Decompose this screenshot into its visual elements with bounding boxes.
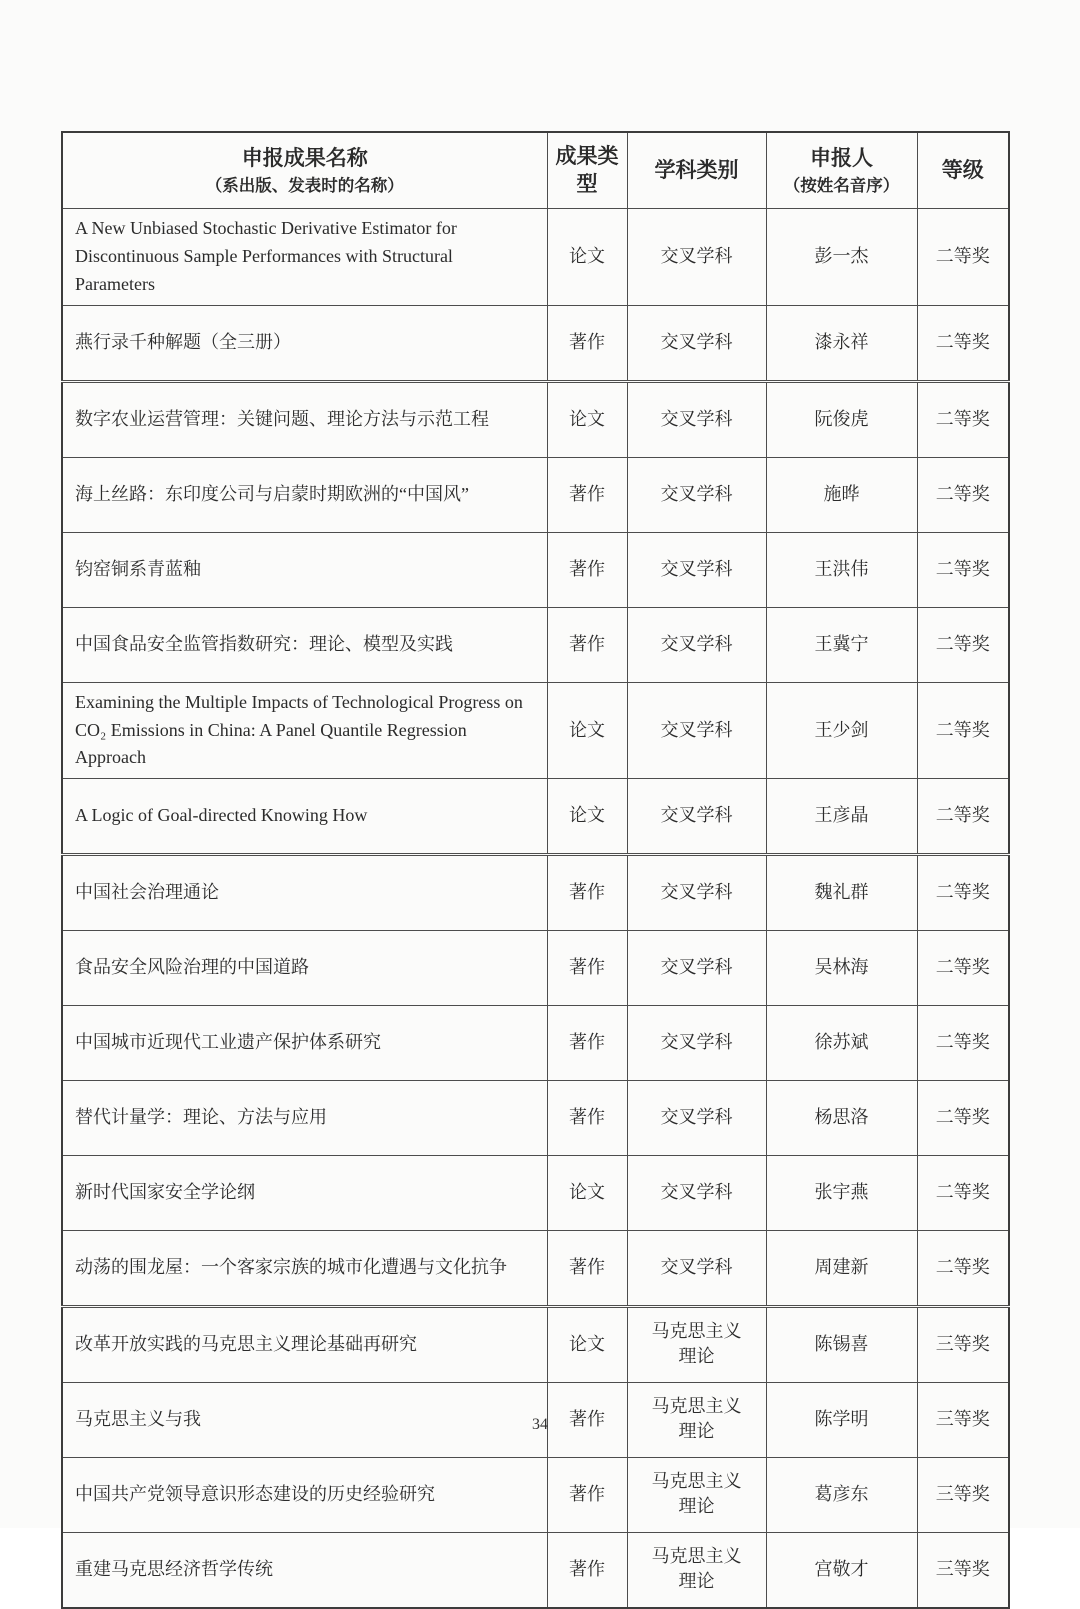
result-type-cell: [547, 1458, 627, 1533]
table-row: [62, 931, 1009, 1006]
grade-cell: [917, 381, 1009, 457]
grade-cell-text: 二等奖: [935, 483, 990, 504]
subject-category-cell: [627, 1307, 766, 1383]
grade-cell-text: 二等奖: [935, 331, 990, 352]
applicant-cell-text: 王少剑: [814, 719, 869, 740]
result-name-cell-text: 中国社会治理通论: [75, 882, 219, 903]
result-name-cell-text: 重建马克思经济哲学传统: [75, 1559, 273, 1580]
applicant-cell-text: 吴林海: [814, 957, 869, 978]
result-name-cell: [62, 1231, 547, 1307]
grade-cell: [917, 855, 1009, 931]
grade-cell-text: 二等奖: [935, 558, 990, 579]
subject-category-cell-text: 交叉学科: [660, 805, 733, 826]
result-name-cell-text: 钧窑铜系青蓝釉: [75, 558, 201, 579]
subject-category-cell: [627, 1081, 766, 1156]
subject-category-cell-text: 交叉学科: [660, 1032, 733, 1053]
result-type-cell-text: 著作: [569, 882, 605, 903]
result-type-cell-text: 著作: [569, 633, 605, 654]
result-name-cell: [62, 1533, 547, 1609]
subject-category-cell: [627, 1458, 766, 1533]
applicant-cell: [766, 1307, 917, 1383]
result-name-cell-text: 食品安全风险治理的中国道路: [75, 957, 309, 978]
result-name-cell: [62, 931, 547, 1006]
applicant-cell: [766, 1458, 917, 1533]
subject-category-cell-text: 交叉学科: [660, 245, 733, 266]
subject-category-cell-text: 交叉学科: [660, 483, 733, 504]
page-number: 34: [532, 1416, 548, 1433]
result-type-cell-text: 著作: [569, 558, 605, 579]
grade-cell-text: 二等奖: [935, 633, 990, 654]
applicant-cell-text: 阮俊虎: [814, 408, 869, 429]
grade-cell: [917, 607, 1009, 682]
grade-cell-text: 三等奖: [935, 1484, 990, 1505]
subject-category-cell-text: 交叉学科: [660, 957, 733, 978]
grade-cell: [917, 682, 1009, 779]
table-row: [62, 1231, 1009, 1307]
applicant-cell-text: 陈学明: [814, 1409, 869, 1430]
applicant-cell: [766, 1006, 917, 1081]
applicant-cell-text: 葛彦东: [814, 1484, 869, 1505]
grade-cell: [917, 1307, 1009, 1383]
grade-cell: [917, 209, 1009, 306]
applicant-cell: [766, 607, 917, 682]
result-type-cell-text: 论文: [569, 1334, 605, 1355]
subject-category-cell: [627, 381, 766, 457]
result-type-cell: [547, 1156, 627, 1231]
table-row: [62, 1533, 1009, 1609]
applicant-cell-text: 张宇燕: [814, 1182, 869, 1203]
subject-category-cell-text: 交叉学科: [660, 633, 733, 654]
grade-cell-text: 二等奖: [935, 245, 990, 266]
result-name-cell: [62, 607, 547, 682]
subject-category-cell-text: 马克思主义理论: [651, 1321, 742, 1367]
header-grade: 等级: [917, 132, 1009, 209]
result-name-cell: [62, 855, 547, 931]
subject-category-cell: [627, 931, 766, 1006]
applicant-cell: [766, 1156, 917, 1231]
applicant-cell-text: 王洪伟: [814, 558, 869, 579]
table-body: [62, 209, 1009, 1609]
applicant-cell: [766, 779, 917, 855]
table-header: [62, 132, 1009, 209]
result-name-cell: [62, 305, 547, 381]
grade-cell-text: 二等奖: [935, 1182, 990, 1203]
result-type-cell: [547, 1533, 627, 1609]
result-name-cell-text: A New Unbiased Stochastic Derivative Estimator for Discontinuous Sample Performances with Structural Parameters: [75, 218, 457, 294]
result-name-cell: [62, 1458, 547, 1533]
applicant-cell: [766, 209, 917, 306]
result-type-cell-text: 著作: [569, 483, 605, 504]
header-result-name: [62, 132, 547, 209]
applicant-cell: [766, 381, 917, 457]
applicant-cell-text: 陈锡喜: [814, 1334, 869, 1355]
table-row: [62, 1156, 1009, 1231]
grade-cell: [917, 779, 1009, 855]
table-row: [62, 381, 1009, 457]
result-type-cell: [547, 931, 627, 1006]
table-row: [62, 855, 1009, 931]
result-type-cell: [547, 305, 627, 381]
grade-cell-text: 二等奖: [935, 1107, 990, 1128]
table-row: [62, 607, 1009, 682]
result-type-cell-text: 论文: [569, 245, 605, 266]
result-name-cell-text: 动荡的围龙屋：一个客家宗族的城市化遭遇与文化抗争: [75, 1257, 507, 1278]
result-type-cell-text: 著作: [569, 1409, 605, 1430]
header-subject-category: 学科类别: [627, 132, 766, 209]
result-type-cell-text: 著作: [569, 1559, 605, 1580]
result-type-cell: [547, 855, 627, 931]
applicant-cell: [766, 931, 917, 1006]
grade-cell: [917, 457, 1009, 532]
result-name-cell-text: 燕行录千种解题（全三册）: [75, 331, 291, 352]
result-type-cell-text: 著作: [569, 957, 605, 978]
applicant-cell-text: 徐苏斌: [814, 1032, 869, 1053]
applicant-cell-text: 施晔: [823, 483, 860, 504]
result-type-cell-text: 论文: [569, 1182, 605, 1203]
applicant-cell-text: 周建新: [814, 1257, 869, 1278]
table-row: [62, 457, 1009, 532]
result-type-cell: [547, 607, 627, 682]
applicant-cell: [766, 1081, 917, 1156]
subject-category-cell: [627, 1231, 766, 1307]
table-row: [62, 209, 1009, 306]
result-type-cell-text: 著作: [569, 1257, 605, 1278]
result-name-cell: [62, 209, 547, 306]
awards-table: [61, 131, 1010, 1609]
table-row: [62, 1006, 1009, 1081]
table-row: [62, 1307, 1009, 1383]
grade-cell: [917, 1231, 1009, 1307]
result-type-cell: [547, 1307, 627, 1383]
subject-category-cell-text: 交叉学科: [660, 331, 733, 352]
applicant-cell-text: 杨思洛: [814, 1107, 869, 1128]
subject-category-cell-text: 交叉学科: [660, 1182, 733, 1203]
result-type-cell: [547, 532, 627, 607]
header-applicant-subtitle: （按姓名音序）: [783, 175, 900, 195]
result-type-cell-text: 论文: [569, 719, 605, 740]
result-name-cell: [62, 779, 547, 855]
table-row: [62, 1081, 1009, 1156]
result-name-cell: [62, 1307, 547, 1383]
subject-category-cell-text: 交叉学科: [660, 1257, 733, 1278]
result-type-cell: [547, 381, 627, 457]
result-name-cell-text: 海上丝路：东印度公司与启蒙时期欧洲的“中国风”: [75, 483, 469, 504]
result-name-cell-text: 马克思主义与我: [75, 1409, 201, 1430]
result-type-cell: [547, 209, 627, 306]
grade-cell-text: 二等奖: [935, 1257, 990, 1278]
result-type-cell-text: 著作: [569, 1032, 605, 1053]
applicant-cell: [766, 457, 917, 532]
grade-cell-text: 二等奖: [935, 957, 990, 978]
result-type-cell: [547, 1006, 627, 1081]
subject-category-cell: [627, 607, 766, 682]
result-type-cell: [547, 457, 627, 532]
result-name-cell: [62, 532, 547, 607]
grade-cell-text: 三等奖: [935, 1334, 990, 1355]
subject-category-cell-text: 交叉学科: [660, 408, 733, 429]
result-name-cell: [62, 381, 547, 457]
result-type-cell-text: 论文: [569, 408, 605, 429]
result-type-cell-text: 著作: [569, 1107, 605, 1128]
table-row: [62, 532, 1009, 607]
result-type-cell: [547, 779, 627, 855]
result-name-cell: [62, 1006, 547, 1081]
grade-cell-text: 二等奖: [935, 1032, 990, 1053]
applicant-cell-text: 漆永祥: [814, 331, 869, 352]
header-result-name-title: 申报成果名称: [241, 146, 368, 171]
grade-cell: [917, 1006, 1009, 1081]
subject-category-cell: [627, 305, 766, 381]
applicant-cell: [766, 1533, 917, 1609]
result-name-cell-text: 改革开放实践的马克思主义理论基础再研究: [75, 1334, 417, 1355]
grade-cell: [917, 1081, 1009, 1156]
table-row: [62, 779, 1009, 855]
subject-category-cell-text: 交叉学科: [660, 1107, 733, 1128]
result-name-cell-text: Examining the Multiple Impacts of Technological Progress on CO₂ Emissions in China: A Panel Quantile Regression Approach: [75, 691, 523, 768]
grade-cell: [917, 1156, 1009, 1231]
grade-cell-text: 二等奖: [935, 882, 990, 903]
result-name-cell-text: 替代计量学：理论、方法与应用: [75, 1107, 327, 1128]
applicant-cell: [766, 1231, 917, 1307]
subject-category-cell: [627, 457, 766, 532]
result-type-cell-text: 著作: [569, 1484, 605, 1505]
result-name-cell-text: 中国共产党领导意识形态建设的历史经验研究: [75, 1484, 435, 1505]
result-type-cell: [547, 1081, 627, 1156]
result-type-cell-text: 著作: [569, 331, 605, 352]
subject-category-cell: [627, 779, 766, 855]
applicant-cell-text: 彭一杰: [814, 245, 869, 266]
subject-category-cell-text: 马克思主义理论: [651, 1471, 742, 1517]
subject-category-cell: [627, 682, 766, 779]
subject-category-cell: [627, 1006, 766, 1081]
result-name-cell: [62, 682, 547, 779]
subject-category-cell-text: 交叉学科: [660, 719, 733, 740]
subject-category-cell: [627, 1533, 766, 1609]
applicant-cell-text: 魏礼群: [814, 882, 869, 903]
applicant-cell: [766, 855, 917, 931]
result-name-cell-text: 新时代国家安全学论纲: [75, 1182, 255, 1203]
result-type-cell: [547, 1231, 627, 1307]
result-type-cell: [547, 682, 627, 779]
grade-cell: [917, 1533, 1009, 1609]
header-applicant: [766, 132, 917, 209]
applicant-cell: [766, 532, 917, 607]
applicant-cell-text: 王彦晶: [814, 805, 869, 826]
subject-category-cell: [627, 855, 766, 931]
result-type-cell-text: 论文: [569, 805, 605, 826]
subject-category-cell-text: 马克思主义理论: [651, 1546, 742, 1592]
header-applicant-title: 申报人: [810, 146, 873, 171]
subject-category-cell-text: 交叉学科: [660, 558, 733, 579]
subject-category-cell-text: 马克思主义理论: [651, 1396, 742, 1442]
applicant-cell: [766, 682, 917, 779]
table-row: [62, 1458, 1009, 1533]
subject-category-cell: [627, 209, 766, 306]
grade-cell-text: 二等奖: [935, 719, 990, 740]
grade-cell: [917, 1458, 1009, 1533]
subject-category-cell: [627, 1156, 766, 1231]
result-name-cell: [62, 457, 547, 532]
result-name-cell: [62, 1156, 547, 1231]
grade-cell-text: 三等奖: [935, 1559, 990, 1580]
result-name-cell-text: 中国食品安全监管指数研究：理论、模型及实践: [75, 633, 453, 654]
grade-cell: [917, 532, 1009, 607]
table-row: [62, 305, 1009, 381]
header-result-type: 成果类型: [547, 132, 627, 209]
header-result-name-subtitle: （系出版、发表时的名称）: [205, 175, 404, 195]
grade-cell-text: 二等奖: [935, 408, 990, 429]
table-row: [62, 682, 1009, 779]
applicant-cell: [766, 305, 917, 381]
applicant-cell-text: 王冀宁: [814, 633, 869, 654]
grade-cell-text: 三等奖: [935, 1409, 990, 1430]
result-name-cell-text: 中国城市近现代工业遗产保护体系研究: [75, 1032, 381, 1053]
header-row: [62, 132, 1009, 209]
grade-cell-text: 二等奖: [935, 805, 990, 826]
subject-category-cell: [627, 532, 766, 607]
grade-cell: [917, 931, 1009, 1006]
applicant-cell-text: 宫敬才: [814, 1559, 869, 1580]
result-name-cell-text: A Logic of Goal-directed Knowing How: [75, 805, 368, 826]
result-name-cell-text: 数字农业运营管理：关键问题、理论方法与示范工程: [75, 408, 489, 429]
grade-cell: [917, 305, 1009, 381]
result-name-cell: [62, 1081, 547, 1156]
subject-category-cell-text: 交叉学科: [660, 882, 733, 903]
